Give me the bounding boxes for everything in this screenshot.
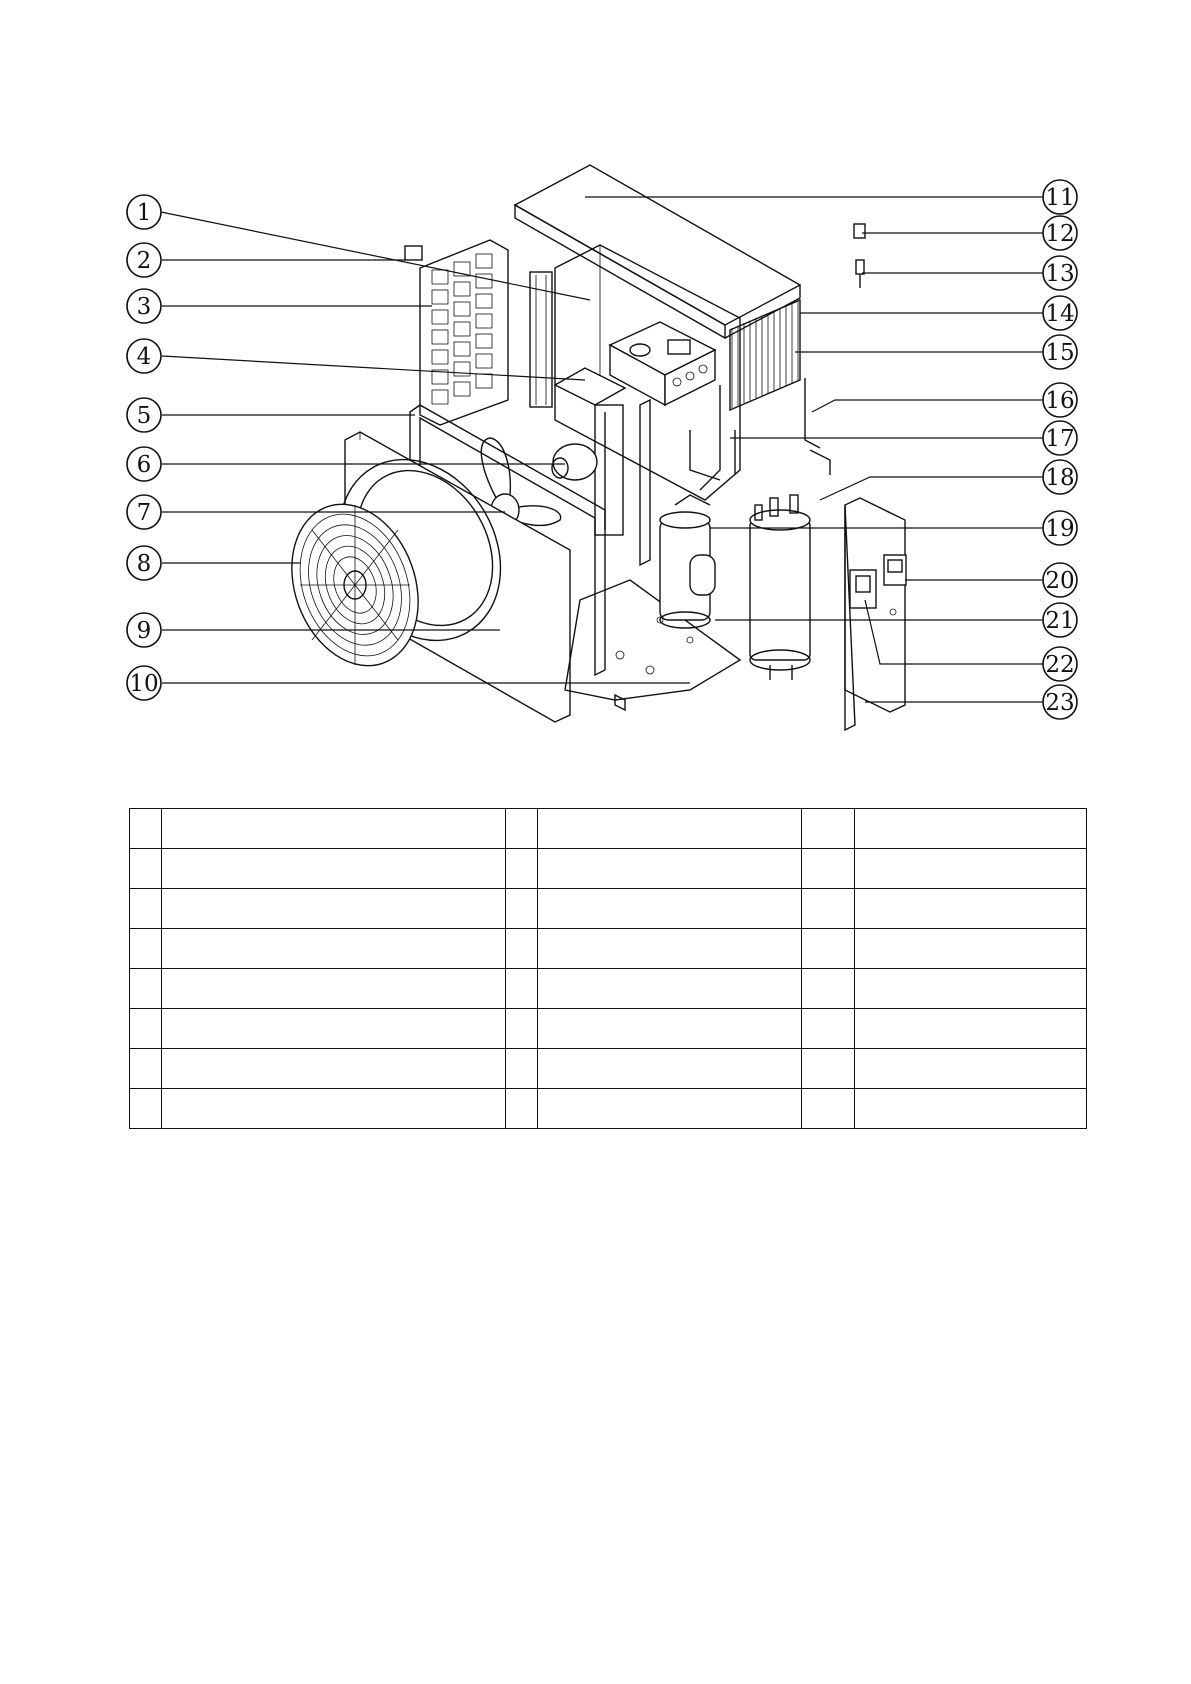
table-cell [130, 1049, 162, 1089]
callout-number: 13 [1045, 261, 1075, 287]
table-cell [162, 889, 506, 929]
table-cell [506, 809, 538, 849]
table-cell [162, 1009, 506, 1049]
table-cell [506, 849, 538, 889]
table-cell [802, 1049, 855, 1089]
table-row [130, 1009, 1087, 1049]
callout-21 [1043, 603, 1077, 637]
table-cell [162, 809, 506, 849]
table-cell [855, 809, 1087, 849]
table-cell [538, 1049, 802, 1089]
table-cell [855, 1049, 1087, 1089]
table-cell [130, 969, 162, 1009]
callout-number: 22 [1045, 652, 1075, 678]
table-cell [855, 1009, 1087, 1049]
callout-number: 14 [1045, 301, 1075, 327]
table-cell [538, 849, 802, 889]
table-cell [538, 809, 802, 849]
callout-8 [127, 546, 161, 580]
fan-motor [552, 444, 597, 480]
callout-number: 15 [1045, 340, 1075, 366]
callout-3 [127, 289, 161, 323]
table-cell [130, 809, 162, 849]
callout-number: 21 [1045, 608, 1075, 634]
callout-7 [127, 495, 161, 529]
exploded-view-diagram [0, 0, 1191, 760]
callout-number: 2 [136, 248, 152, 274]
divider-plate [640, 400, 650, 565]
leader-lines [161, 197, 1043, 702]
callout-6 [127, 447, 161, 481]
callout-number: 18 [1045, 465, 1075, 491]
callout-number: 7 [136, 500, 152, 526]
table-cell [130, 1009, 162, 1049]
unit-drawing [270, 165, 906, 730]
callout-number: 17 [1045, 426, 1075, 452]
table-row [130, 929, 1087, 969]
parts-list-table [129, 808, 1087, 1129]
clip-part [405, 246, 422, 260]
callout-4 [127, 339, 161, 373]
table-cell [162, 1049, 506, 1089]
callout-number: 3 [136, 294, 152, 320]
callout-9 [127, 613, 161, 647]
table-cell [506, 929, 538, 969]
callout-number: 1 [136, 200, 152, 226]
callout-number: 20 [1045, 568, 1075, 594]
table-cell [506, 889, 538, 929]
table-cell [802, 849, 855, 889]
table-cell [802, 929, 855, 969]
table-cell [130, 849, 162, 889]
callout-18 [1043, 460, 1077, 494]
table-cell [802, 809, 855, 849]
callout-17 [1043, 421, 1077, 455]
table-cell [802, 1089, 855, 1129]
callout-15 [1043, 335, 1077, 369]
callout-number: 19 [1045, 516, 1075, 542]
callout-12 [1043, 216, 1077, 250]
table-row [130, 849, 1087, 889]
callout-number: 11 [1045, 185, 1075, 211]
callout-number: 16 [1045, 388, 1075, 414]
table-cell [130, 889, 162, 929]
callout-13 [1043, 256, 1077, 290]
table-row [130, 1089, 1087, 1129]
table-cell [538, 929, 802, 969]
table-cell [538, 1009, 802, 1049]
callout-10 [127, 666, 161, 700]
callout-number: 23 [1045, 690, 1075, 716]
callout-23 [1043, 685, 1077, 719]
callout-11 [1043, 180, 1077, 214]
callout-20 [1043, 563, 1077, 597]
table-cell [855, 929, 1087, 969]
callout-number: 9 [136, 618, 152, 644]
callout-number: 8 [136, 551, 152, 577]
small-sensor-parts [854, 224, 865, 288]
table-cell [802, 889, 855, 929]
table-cell [162, 1089, 506, 1129]
callout-number: 6 [136, 452, 152, 478]
callout-2 [127, 243, 161, 277]
table-row [130, 969, 1087, 1009]
table-cell [855, 1089, 1087, 1129]
table-row [130, 809, 1087, 849]
table-cell [855, 849, 1087, 889]
table-row [130, 1049, 1087, 1089]
top-cover [515, 165, 800, 325]
table-cell [162, 849, 506, 889]
table-row [130, 889, 1087, 929]
table-cell [506, 1049, 538, 1089]
compressor [660, 495, 715, 628]
callout-14 [1043, 296, 1077, 330]
callout-labels [127, 180, 1077, 719]
table-cell [802, 1009, 855, 1049]
table-cell [538, 1089, 802, 1129]
evaporator-coil-left [530, 272, 552, 407]
table-cell [130, 929, 162, 969]
table-cell [855, 889, 1087, 929]
base-plate [565, 580, 740, 710]
callout-5 [127, 398, 161, 432]
callout-19 [1043, 511, 1077, 545]
callout-number: 10 [129, 671, 159, 697]
table-cell [506, 1009, 538, 1049]
table-cell [506, 1089, 538, 1129]
table-cell [162, 929, 506, 969]
callout-1 [127, 195, 161, 229]
side-panel [845, 498, 906, 730]
table-cell [130, 1089, 162, 1129]
callout-number: 5 [136, 403, 152, 429]
heat-exchanger-tank [750, 495, 810, 680]
callout-number: 4 [136, 344, 152, 370]
piping [690, 378, 830, 490]
table-cell [506, 969, 538, 1009]
electrical-box [610, 322, 715, 405]
callout-number: 12 [1045, 221, 1075, 247]
callout-22 [1043, 647, 1077, 681]
table-cell [802, 969, 855, 1009]
callout-16 [1043, 383, 1077, 417]
table-cell [538, 969, 802, 1009]
table-cell [538, 889, 802, 929]
table-cell [855, 969, 1087, 1009]
table-cell [162, 969, 506, 1009]
